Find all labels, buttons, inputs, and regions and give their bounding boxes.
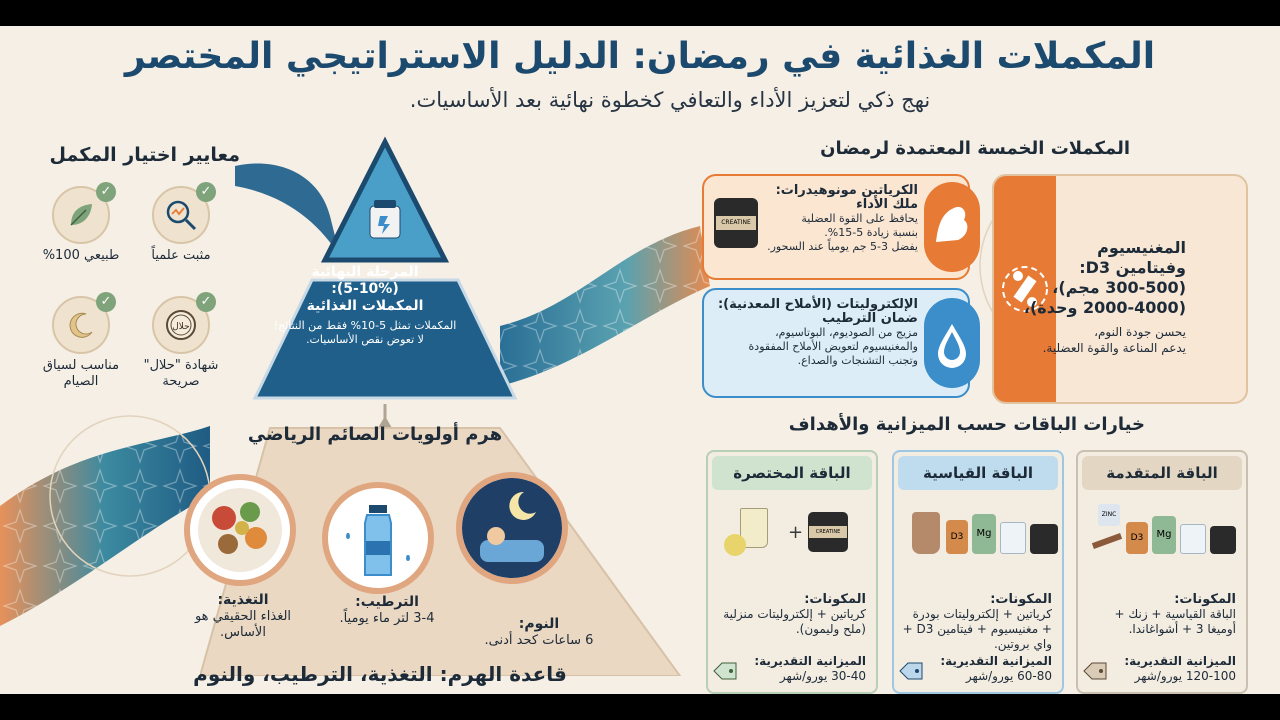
electrolytes-tagline: ضمان الترطيب	[822, 311, 918, 326]
crescent-moon-icon	[66, 310, 96, 340]
package-advanced-products: Mg D3 ZINC	[1086, 504, 1242, 564]
criteria-proven: ✓ مثبت علمياً	[136, 186, 226, 264]
package-advanced-ingredients: الباقة القياسية + زنك + أوميغا 3 + أشواغاندا.	[1114, 607, 1236, 636]
creatine-jar: CREATINE	[714, 198, 758, 248]
svg-text:حلال: حلال	[172, 322, 190, 332]
package-basic-products: CREATINE +	[718, 504, 868, 564]
check-icon: ✓	[96, 292, 116, 312]
package-basic-budget: 30-40 يورو/شهر	[779, 669, 866, 683]
package-advanced: الباقة المتقدمة Mg D3 ZINC المكونات: الباقة القياسية + زنك + أوميغا 3 + أشواغاندا. الميزانية التقديرية: 120-100 يورو/شهر	[1076, 450, 1248, 694]
package-basic-name: الباقة المختصرة	[712, 456, 872, 490]
creatine-name: الكرياتين مونوهيدرات:	[775, 183, 918, 198]
package-advanced-budget: 120-100 يورو/شهر	[1134, 669, 1236, 683]
leaf-icon	[66, 200, 96, 230]
criteria-halal: ✓ حلال شهادة "حلال" صريحة	[143, 294, 219, 389]
package-standard-budget: 60-80 يورو/شهر	[965, 669, 1052, 683]
nutrition-circle	[184, 474, 296, 586]
nutrition-label: التغذية: الغذاء الحقيقي هو الأساس.	[194, 592, 292, 640]
magnifier-graph-icon	[165, 199, 197, 231]
package-standard: الباقة القياسية Mg D3 المكونات: كرياتين + إلكتروليتات بودرة + مغنيسيوم + فيتامين D3 + واي بروتين. الميزانية التقديرية: 60-80 يورو/شهر	[892, 450, 1064, 694]
pyramid-top-percent: (5-10%):	[331, 281, 399, 297]
page-title: المكملات الغذائية في رمضان: الدليل الاستراتيجي المختصر	[124, 36, 1156, 77]
pyramid-top-label	[260, 264, 470, 347]
price-tag-icon	[898, 660, 924, 682]
pyramid-base-title: هرم أولويات الصائم الرياضي	[247, 424, 503, 445]
pyramid-top-supplements: المكملات الغذائية	[306, 298, 424, 314]
creatine-card: الكرياتين مونوهيدرات: ملك الأداء يحافظ على القوة العضلية بنسبة زيادة 5-15%. يفضل 3-5 جم يومياً عند السحور. CREATINE	[702, 174, 970, 280]
hydration-circle	[322, 482, 434, 594]
pyramid-top-heading: المرحلة النهائية	[311, 264, 419, 280]
package-standard-products: Mg D3	[900, 504, 1060, 564]
creatine-tagline: ملك الأداء	[856, 197, 918, 212]
package-standard-name: الباقة القياسية	[898, 456, 1058, 490]
packages-title: خيارات الباقات حسب الميزانية والأهداف	[788, 414, 1145, 435]
magnesium-text: المغنيسيوم وفيتامين D3: (300-500 مجم)، (2000-4000 وحدة)، يحسن جودة النوم، يدعم المناعة والقوة العضلية.	[1023, 238, 1186, 355]
infographic-page	[0, 26, 1280, 694]
electrolytes-name: الإلكتروليتات (الأملاح المعدنية):	[717, 297, 918, 312]
food-plate-icon	[190, 480, 290, 580]
package-basic-ingredients: كرياتين + إلكتروليتات منزلية (ملح وليمون).	[723, 607, 866, 636]
supplements-title: المكملات الخمسة المعتمدة لرمضان	[820, 138, 1130, 159]
halal-seal-icon	[164, 308, 198, 342]
sleep-icon	[462, 478, 562, 578]
criteria-title: معايير اختيار المكمل	[49, 144, 240, 166]
criteria-natural: ✓ طبيعي 100%	[42, 184, 120, 263]
check-icon: ✓	[196, 182, 216, 202]
water-bottle-icon	[333, 493, 423, 583]
check-icon: ✓	[96, 182, 116, 202]
package-basic: الباقة المختصرة CREATINE + المكونات: كرياتين + إلكتروليتات منزلية (ملح وليمون). الميزانية التقديرية: 30-40 يورو/شهر	[706, 450, 878, 694]
check-icon: ✓	[196, 292, 216, 312]
sleep-circle	[456, 472, 568, 584]
sleep-label: النوم: 6 ساعات كحد أدنى.	[484, 616, 594, 648]
criteria-fasting: ✓ مناسب لسياق الصيام	[42, 294, 120, 389]
price-tag-icon	[1082, 660, 1108, 682]
flexed-arm-icon	[924, 182, 980, 272]
electrolytes-card: الإلكتروليتات (الأملاح المعدنية): ضمان الترطيب مزيج من الصوديوم، البوتاسيوم، والمغنيسيوم لتعويض الأملاح المفقودة وتجنب التشنجات والصداع.	[702, 288, 970, 398]
water-drop-icon	[924, 298, 980, 388]
price-tag-icon	[712, 660, 738, 682]
package-standard-ingredients: كرياتين + إلكتروليتات بودرة + مغنيسيوم + فيتامين D3 + واي بروتين.	[902, 607, 1052, 651]
pyramid-top-note: المكملات تمثل 5-10% فقط من النتائج! لا تعوض نقص الأساسيات.	[273, 319, 457, 346]
pyramid-footer: قاعدة الهرم: التغذية، الترطيب، والنوم	[193, 662, 567, 686]
page-subtitle: نهج ذكي لتعزيز الأداء والتعافي كخطوة نهائية بعد الأساسيات.	[409, 88, 931, 112]
package-advanced-name: الباقة المتقدمة	[1082, 456, 1242, 490]
hydration-label: الترطيب: 3-4 لتر ماء يومياً.	[339, 594, 435, 626]
